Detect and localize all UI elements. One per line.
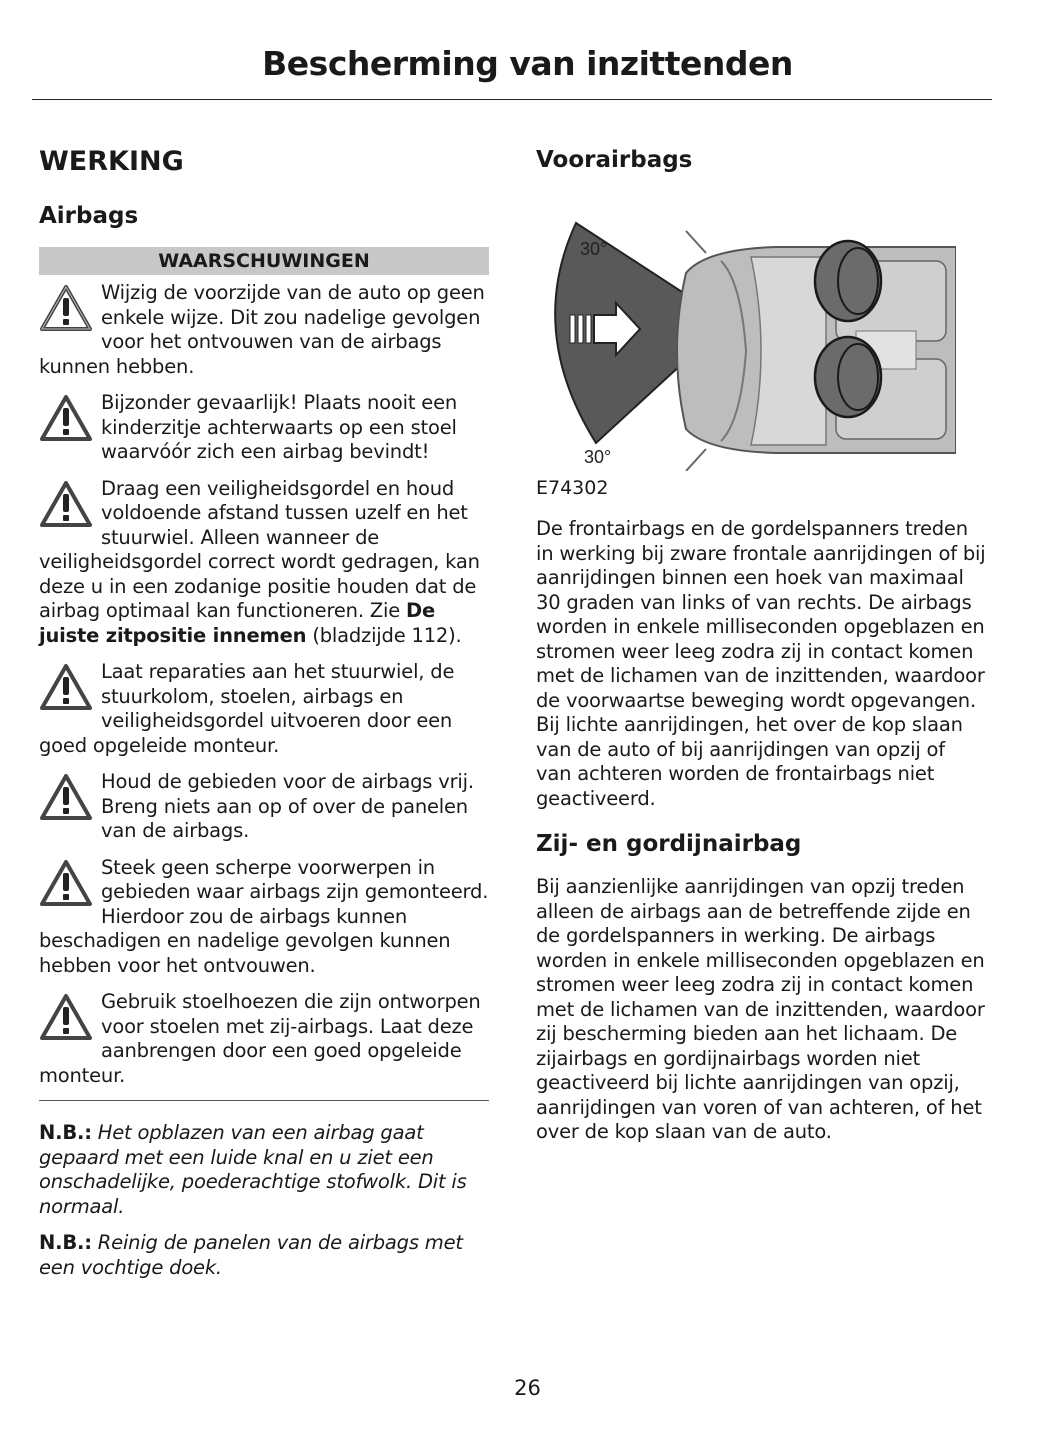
warning-item: [39, 990, 489, 1088]
warning-triangle-icon: [39, 858, 93, 908]
warning-triangle-icon: [39, 772, 93, 822]
note-label: N.B.:: [39, 1231, 92, 1254]
warning-text: Draag een veiligheidsgordel en houd voldoende afstand tussen uzelf en het stuurwiel. Alleen wanneer de veiligheidsgordel correct wordt gedragen, kan deze u in een zodanige positie houden dat de airbag optimaal kan functioneren. Zie: [39, 476, 480, 622]
warning-item: [39, 281, 489, 379]
warning-text: Laat reparaties aan het stuurwiel, de stuurkolom, stoelen, airbags en veiligheidsgordel uitvoeren door een goed opgeleide monteur.: [39, 660, 455, 757]
warning-item: [39, 477, 489, 649]
angle-label-bottom: 30°: [584, 447, 612, 467]
left-column: [39, 145, 489, 1292]
note: [39, 1121, 489, 1219]
note: [39, 1231, 489, 1280]
warning-triangle-icon: [39, 283, 93, 333]
warning-item: [39, 770, 489, 844]
right-column: [536, 145, 986, 1163]
note-label: N.B.:: [39, 1121, 92, 1144]
warning-triangle-icon: [39, 992, 93, 1042]
angle-label-top: 30°: [580, 239, 608, 259]
figure-id: E74302: [536, 477, 609, 499]
warning-item: [39, 391, 489, 465]
warning-text: Wijzig de voorzijde van de auto op geen enkele wijze. Dit zou nadelige gevolgen voor het ontvouwen van de airbags kunnen hebben.: [39, 281, 485, 378]
warning-item: [39, 856, 489, 979]
warning-triangle-icon: [39, 479, 93, 529]
warnings-title: WAARSCHUWINGEN: [39, 247, 489, 275]
warning-text: Bijzonder gevaarlijk! Plaats nooit een kinderzitje achterwaarts op een stoel waarvóór zich een airbag bevindt!: [101, 391, 458, 463]
warning-text-suffix: (bladzijde 112).: [306, 623, 462, 647]
warning-text: Gebruik stoelhoezen die zijn ontworpen voor stoelen met zij-airbags. Laat deze aanbrengen door een goed opgeleide monteur.: [39, 990, 481, 1087]
subsection-heading: Airbags: [39, 203, 139, 229]
side-airbags-text: Bij aanzienlijke aanrijdingen van opzij treden alleen de airbags aan de betreffende zijde en de gordelspanners in werking. De airbags worden in enkele milliseconden opgeblazen en stromen weer leeg zodra zij in contact komen met de lichamen van de inzittenden, waardoor zij bescherming bieden aan het lichaam. De zijairbags en gordijnairbags worden niet geactiveerd bij lichte aanrijdingen van opzij, aanrijdingen van voren of van achteren, of het over de kop slaan van de auto.: [536, 875, 985, 1143]
warning-triangle-icon: [39, 393, 93, 443]
front-airbags-heading: Voorairbags: [536, 147, 693, 173]
front-airbags-text: De frontairbags en de gordelspanners treden in werking bij zware frontale aanrijdingen of bij aanrijdingen binnen een hoek van maximaal 30 graden van links of van rechts. De airbags worden in enkele milliseconden opgeblazen en stromen weer leeg zodra zij in contact komen met de lichamen van de inzittenden, waardoor de voorwaartse beweging wordt opgevangen. Bij lichte aanrijdingen, het over de kop slaan van de auto of bij aanrijdingen van opzij of van achteren worden de frontairbags niet geactiveerd.: [536, 517, 986, 810]
warning-text: Steek geen scherpe voorwerpen in gebieden waar airbags zijn gemonteerd. Hierdoor zou de airbags kunnen beschadigen en nadelige gevolgen kunnen hebben voor het ontvouwen.: [39, 855, 489, 977]
warnings-end-rule: [39, 1100, 489, 1101]
title-rule: [32, 99, 992, 100]
warning-item: [39, 660, 489, 758]
side-airbags-heading: Zij- en gordijnairbag: [536, 831, 802, 857]
section-heading: WERKING: [39, 146, 184, 177]
warning-triangle-icon: [39, 662, 93, 712]
car-top-view-illustration: [677, 231, 956, 471]
page-title: Bescherming van inzittenden: [262, 44, 793, 83]
warning-text: Houd de gebieden voor de airbags vrij. Breng niets aan op of over de panelen van de airbags.: [101, 770, 474, 842]
front-airbag-diagram: [536, 191, 956, 471]
cross-reference-link[interactable]: De juiste zitpositie innemen: [39, 599, 436, 647]
note-text: Het opblazen van een airbag gaat gepaard met een luide knal en u ziet een onschadelijke, poederachtige stofwolk. Dit is normaal.: [39, 1121, 467, 1218]
page-number: 26: [514, 1376, 541, 1400]
note-text: Reinig de panelen van de airbags met een vochtige doek.: [39, 1231, 463, 1279]
